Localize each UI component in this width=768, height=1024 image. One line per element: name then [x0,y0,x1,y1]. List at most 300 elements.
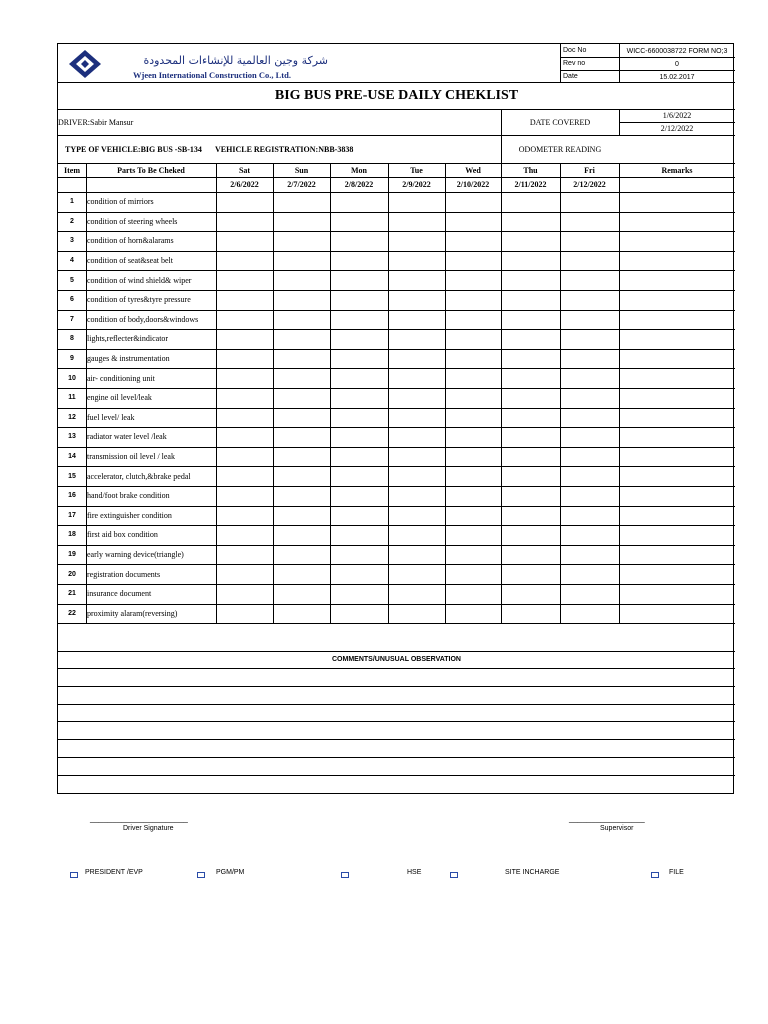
day-header: Wed [465,165,481,175]
table-row [58,349,735,369]
comments-label: COMMENTS/UNUSUAL OBSERVATION [332,656,461,663]
distribution-label: PGM/PM [216,869,245,876]
comment-line[interactable] [58,686,735,704]
daily-check-cell[interactable] [330,231,388,251]
daily-check-cell[interactable] [273,564,330,584]
item-part: condition of horn&alarams [87,236,174,246]
odometer-label: ODOMETER READING [518,144,602,154]
distribution-checkbox[interactable] [651,872,659,878]
daily-check-cell[interactable] [273,310,330,330]
table-row [58,447,735,467]
item-number: 20 [68,570,76,578]
supervisor-signature-label: Supervisor [600,825,634,832]
daily-check-cell[interactable] [445,231,501,251]
company-logo [68,49,102,79]
daily-check-cell[interactable] [501,270,560,290]
table-row [58,564,735,584]
item-number: 5 [70,276,74,284]
daily-check-cell[interactable] [388,486,445,506]
daily-check-cell[interactable] [445,604,501,624]
item-part: condition of wind shield& wiper [87,275,192,285]
daily-check-cell[interactable] [560,329,619,349]
daily-check-cell[interactable] [501,192,560,212]
daily-check-cell[interactable] [560,525,619,545]
item-number: 10 [68,374,76,382]
daily-check-cell[interactable] [273,192,330,212]
daily-check-cell[interactable] [273,408,330,428]
remarks-cell[interactable] [619,604,735,624]
daily-check-cell[interactable] [273,506,330,526]
remarks-cell[interactable] [619,564,735,584]
remarks-cell[interactable] [619,212,735,232]
daily-check-cell[interactable] [273,604,330,624]
company-name-english: Wjeen International Construction Co., Ltd. [133,70,291,80]
company-name-arabic: شركة وجين العالمية للإنشاءات المحدودة [143,54,328,67]
daily-check-cell[interactable] [273,447,330,467]
daily-check-cell[interactable] [216,388,273,408]
daily-check-cell[interactable] [501,466,560,486]
table-row [58,408,735,428]
daily-check-cell[interactable] [216,486,273,506]
date-header: 2/6/2022 [230,180,259,189]
daily-check-cell[interactable] [560,212,619,232]
item-part: engine oil level/leak [87,393,152,403]
table-row [58,427,735,447]
daily-check-cell[interactable] [330,349,388,369]
daily-check-cell[interactable] [445,310,501,330]
remarks-cell[interactable] [619,329,735,349]
item-number: 13 [68,433,76,441]
daily-check-cell[interactable] [388,564,445,584]
date-covered-from: 1/6/2022 [662,111,692,120]
daily-check-cell[interactable] [330,506,388,526]
daily-check-cell[interactable] [445,270,501,290]
daily-check-cell[interactable] [273,231,330,251]
daily-check-cell[interactable] [330,408,388,428]
daily-check-cell[interactable] [560,408,619,428]
item-number: 14 [68,453,76,461]
doc-date-label: Date [563,73,578,80]
item-number: 4 [70,257,74,265]
daily-check-cell[interactable] [560,604,619,624]
daily-check-cell[interactable] [501,349,560,369]
item-part: condition of mirriors [87,197,154,207]
daily-check-cell[interactable] [501,388,560,408]
distribution-checkbox[interactable] [70,872,78,878]
daily-check-cell[interactable] [445,290,501,310]
item-part: fire extinguisher condition [87,510,172,520]
item-part: condition of tyres&tyre pressure [87,295,191,305]
daily-check-cell[interactable] [330,310,388,330]
daily-check-cell[interactable] [501,447,560,467]
daily-check-cell[interactable] [216,368,273,388]
driver-name: DRIVER:Sabir Mansur [58,117,134,127]
remarks-cell[interactable] [619,486,735,506]
daily-check-cell[interactable] [273,251,330,271]
daily-check-cell[interactable] [273,212,330,232]
comment-line [58,651,735,668]
item-number: 9 [70,355,74,363]
remarks-cell[interactable] [619,251,735,271]
daily-check-cell[interactable] [445,447,501,467]
table-row [58,486,735,506]
daily-check-cell[interactable] [560,427,619,447]
daily-check-cell[interactable] [388,506,445,526]
distribution-label: FILE [669,869,684,876]
daily-check-cell[interactable] [501,290,560,310]
daily-check-cell[interactable] [273,486,330,506]
day-header: Sun [294,165,309,175]
doc-no-label: Doc No [563,47,587,54]
daily-check-cell[interactable] [273,349,330,369]
remarks-cell[interactable] [619,231,735,251]
daily-check-cell[interactable] [445,368,501,388]
daily-check-cell[interactable] [330,545,388,565]
daily-check-cell[interactable] [501,486,560,506]
daily-check-cell[interactable] [388,525,445,545]
form-title: BIG BUS PRE-USE DAILY CHEKLIST [274,87,519,103]
rev-no-value: 0 [675,61,679,68]
daily-check-cell[interactable] [560,584,619,604]
remarks-cell[interactable] [619,310,735,330]
daily-check-cell[interactable] [560,506,619,526]
daily-check-cell[interactable] [501,427,560,447]
remarks-cell[interactable] [619,349,735,369]
daily-check-cell[interactable] [216,192,273,212]
item-part: hand/foot brake condition [87,491,170,501]
remarks-header: Remarks [661,165,693,175]
daily-check-cell[interactable] [388,251,445,271]
daily-check-cell[interactable] [501,329,560,349]
daily-check-cell[interactable] [330,251,388,271]
remarks-cell[interactable] [619,290,735,310]
daily-check-cell[interactable] [560,231,619,251]
daily-check-cell[interactable] [445,564,501,584]
day-header: Thu [523,165,538,175]
item-part: accelerator, clutch,&brake pedal [87,471,191,481]
daily-check-cell[interactable] [501,231,560,251]
daily-check-cell[interactable] [388,329,445,349]
daily-check-cell[interactable] [560,310,619,330]
daily-check-cell[interactable] [501,604,560,624]
rev-no-label: Rev no [563,60,586,67]
daily-check-cell[interactable] [501,368,560,388]
daily-check-cell[interactable] [445,251,501,271]
daily-check-cell[interactable] [273,329,330,349]
daily-check-cell[interactable] [273,545,330,565]
doc-date-value: 15.02.2017 [659,74,695,81]
daily-check-cell[interactable] [330,270,388,290]
distribution-label: HSE [407,869,422,876]
item-header: Item [64,165,80,175]
comment-line[interactable] [58,704,735,721]
item-part: first aid box condition [87,530,158,540]
daily-check-cell[interactable] [560,368,619,388]
daily-check-cell[interactable] [216,349,273,369]
item-part: registration documents [87,569,161,579]
item-part: condition of steering wheels [87,216,178,226]
table-row [58,604,735,624]
daily-check-cell[interactable] [330,447,388,467]
table-row [58,545,735,565]
daily-check-cell[interactable] [216,329,273,349]
daily-check-cell[interactable] [216,231,273,251]
driver-signature-line: ______________________ [90,814,188,823]
comment-line[interactable] [58,757,735,775]
daily-check-cell[interactable] [330,604,388,624]
daily-check-cell[interactable] [560,388,619,408]
daily-check-cell[interactable] [388,231,445,251]
item-part: proximity alaram(reversing) [87,608,178,618]
item-part: condition of body,doors&windows [87,314,199,324]
driver-signature-label: Driver Signature [123,825,174,832]
item-part: early warning device(triangle) [87,550,184,560]
remarks-cell[interactable] [619,466,735,486]
day-header: Sat [238,165,251,175]
daily-check-cell[interactable] [501,506,560,526]
table-row [58,506,735,526]
checklist-sheet [57,43,734,794]
supervisor-signature-line: _________________ [569,814,645,823]
daily-check-cell[interactable] [216,212,273,232]
daily-check-cell[interactable] [388,212,445,232]
day-header: Tue [410,165,423,175]
table-row [58,270,735,290]
daily-check-cell[interactable] [273,290,330,310]
daily-check-cell[interactable] [216,466,273,486]
daily-check-cell[interactable] [445,427,501,447]
table-row [58,251,735,271]
item-number: 12 [68,413,76,421]
item-part: fuel level/ leak [87,412,135,422]
daily-check-cell[interactable] [216,447,273,467]
distribution-checkbox[interactable] [450,872,458,878]
daily-check-cell[interactable] [388,368,445,388]
comment-line[interactable] [58,739,735,757]
date-covered-label: DATE COVERED [529,117,591,127]
distribution-label: PRESIDENT /EVP [85,869,143,876]
daily-check-cell[interactable] [216,525,273,545]
date-header: 2/11/2022 [514,180,547,189]
daily-check-cell[interactable] [388,192,445,212]
daily-check-cell[interactable] [330,564,388,584]
table-row [58,388,735,408]
daily-check-cell[interactable] [216,564,273,584]
item-number: 19 [68,551,76,559]
vehicle-type: TYPE OF VEHICLE:BIG BUS -SB-134 [65,144,202,154]
remarks-cell[interactable] [619,192,735,212]
table-row [58,466,735,486]
daily-check-cell[interactable] [388,270,445,290]
daily-check-cell[interactable] [216,427,273,447]
item-number: 22 [68,609,76,617]
daily-check-cell[interactable] [560,466,619,486]
daily-check-cell[interactable] [388,466,445,486]
daily-check-cell[interactable] [560,290,619,310]
daily-check-cell[interactable] [445,349,501,369]
date-covered-to: 2/12/2022 [660,124,694,133]
day-header: Mon [351,165,367,175]
daily-check-cell[interactable] [560,447,619,467]
daily-check-cell[interactable] [216,270,273,290]
daily-check-cell[interactable] [216,251,273,271]
date-header: 2/9/2022 [402,180,431,189]
daily-check-cell[interactable] [388,349,445,369]
company-logo-icon [68,49,102,79]
daily-check-cell[interactable] [330,427,388,447]
daily-check-cell[interactable] [501,310,560,330]
daily-check-cell[interactable] [445,408,501,428]
remarks-cell[interactable] [619,388,735,408]
daily-check-cell[interactable] [445,212,501,232]
daily-check-cell[interactable] [388,545,445,565]
distribution-checkbox[interactable] [341,872,349,878]
table-row [58,525,735,545]
daily-check-cell[interactable] [273,270,330,290]
distribution-checkbox[interactable] [197,872,205,878]
daily-check-cell[interactable] [330,466,388,486]
table-row [58,329,735,349]
daily-check-cell[interactable] [445,388,501,408]
daily-check-cell[interactable] [216,506,273,526]
item-part: transmission oil level / leak [87,452,175,462]
item-number: 11 [68,394,76,402]
daily-check-cell[interactable] [560,564,619,584]
daily-check-cell[interactable] [330,192,388,212]
daily-check-cell[interactable] [216,408,273,428]
remarks-cell[interactable] [619,506,735,526]
daily-check-cell[interactable] [501,251,560,271]
day-header: Fri [584,165,595,175]
daily-check-cell[interactable] [330,368,388,388]
remarks-cell[interactable] [619,447,735,467]
table-row [58,584,735,604]
date-header: 2/8/2022 [344,180,374,189]
item-number: 8 [70,335,74,343]
remarks-cell[interactable] [619,427,735,447]
daily-check-cell[interactable] [560,545,619,565]
comment-line[interactable] [58,668,735,686]
daily-check-cell[interactable] [388,604,445,624]
daily-check-cell[interactable] [560,270,619,290]
daily-check-cell[interactable] [388,427,445,447]
table-row [58,310,735,330]
daily-check-cell[interactable] [445,545,501,565]
daily-check-cell[interactable] [330,525,388,545]
daily-check-cell[interactable] [445,525,501,545]
table-row [58,231,735,251]
table-row [58,290,735,310]
item-number: 2 [70,217,74,225]
daily-check-cell[interactable] [273,368,330,388]
item-part: insurance document [87,589,152,599]
daily-check-cell[interactable] [273,388,330,408]
daily-check-cell[interactable] [501,408,560,428]
remarks-cell[interactable] [619,270,735,290]
item-part: condition of seat&seat belt [87,256,173,266]
remarks-cell[interactable] [619,584,735,604]
daily-check-cell[interactable] [445,486,501,506]
daily-check-cell[interactable] [445,506,501,526]
parts-header: Parts To Be Cheked [117,165,185,175]
item-part: lights,reflecter&indicator [87,334,169,344]
daily-check-cell[interactable] [445,329,501,349]
daily-check-cell[interactable] [501,564,560,584]
daily-check-cell[interactable] [501,525,560,545]
item-number: 6 [70,296,74,304]
item-number: 3 [70,237,74,245]
daily-check-cell[interactable] [445,584,501,604]
daily-check-cell[interactable] [330,212,388,232]
item-number: 15 [68,472,76,480]
date-header: 2/10/2022 [456,180,490,189]
daily-check-cell[interactable] [445,192,501,212]
item-number: 7 [70,315,74,323]
daily-check-cell[interactable] [388,408,445,428]
remarks-cell[interactable] [619,525,735,545]
daily-check-cell[interactable] [273,525,330,545]
remarks-cell[interactable] [619,368,735,388]
doc-no-value: WICC-6600038722 FORM NO;3 [626,48,728,55]
daily-check-cell[interactable] [330,290,388,310]
item-number: 16 [68,492,76,500]
daily-check-cell[interactable] [330,486,388,506]
daily-check-cell[interactable] [501,212,560,232]
daily-check-cell[interactable] [445,466,501,486]
daily-check-cell[interactable] [560,349,619,369]
item-part: radiator water level /leak [87,432,167,442]
daily-check-cell[interactable] [388,447,445,467]
daily-check-cell[interactable] [216,584,273,604]
daily-check-cell[interactable] [216,310,273,330]
item-number: 21 [68,590,76,598]
date-header: 2/7/2022 [287,180,316,189]
distribution-label: SITE INCHARGE [505,869,560,876]
daily-check-cell[interactable] [501,584,560,604]
daily-check-cell[interactable] [330,584,388,604]
table-row [58,212,735,232]
daily-check-cell[interactable] [330,388,388,408]
daily-check-cell[interactable] [560,486,619,506]
daily-check-cell[interactable] [273,466,330,486]
item-part: gauges & instrumentation [87,354,170,364]
daily-check-cell[interactable] [273,584,330,604]
daily-check-cell[interactable] [560,251,619,271]
daily-check-cell[interactable] [330,329,388,349]
item-number: 18 [68,531,76,539]
item-part: air- conditioning unit [87,373,155,383]
daily-check-cell[interactable] [388,290,445,310]
vehicle-registration: VEHICLE REGISTRATION:NBB-3838 [215,144,354,154]
item-number: 1 [70,198,74,206]
daily-check-cell[interactable] [216,604,273,624]
daily-check-cell[interactable] [216,545,273,565]
daily-check-cell[interactable] [388,584,445,604]
daily-check-cell[interactable] [388,388,445,408]
comment-line[interactable] [58,721,735,739]
daily-check-cell[interactable] [388,310,445,330]
date-header: 2/12/2022 [573,180,606,189]
item-number: 17 [68,511,76,519]
daily-check-cell[interactable] [216,290,273,310]
table-row [58,368,735,388]
daily-check-cell[interactable] [273,427,330,447]
daily-check-cell[interactable] [501,545,560,565]
remarks-cell[interactable] [619,545,735,565]
remarks-cell[interactable] [619,408,735,428]
daily-check-cell[interactable] [560,192,619,212]
table-row [58,192,735,212]
